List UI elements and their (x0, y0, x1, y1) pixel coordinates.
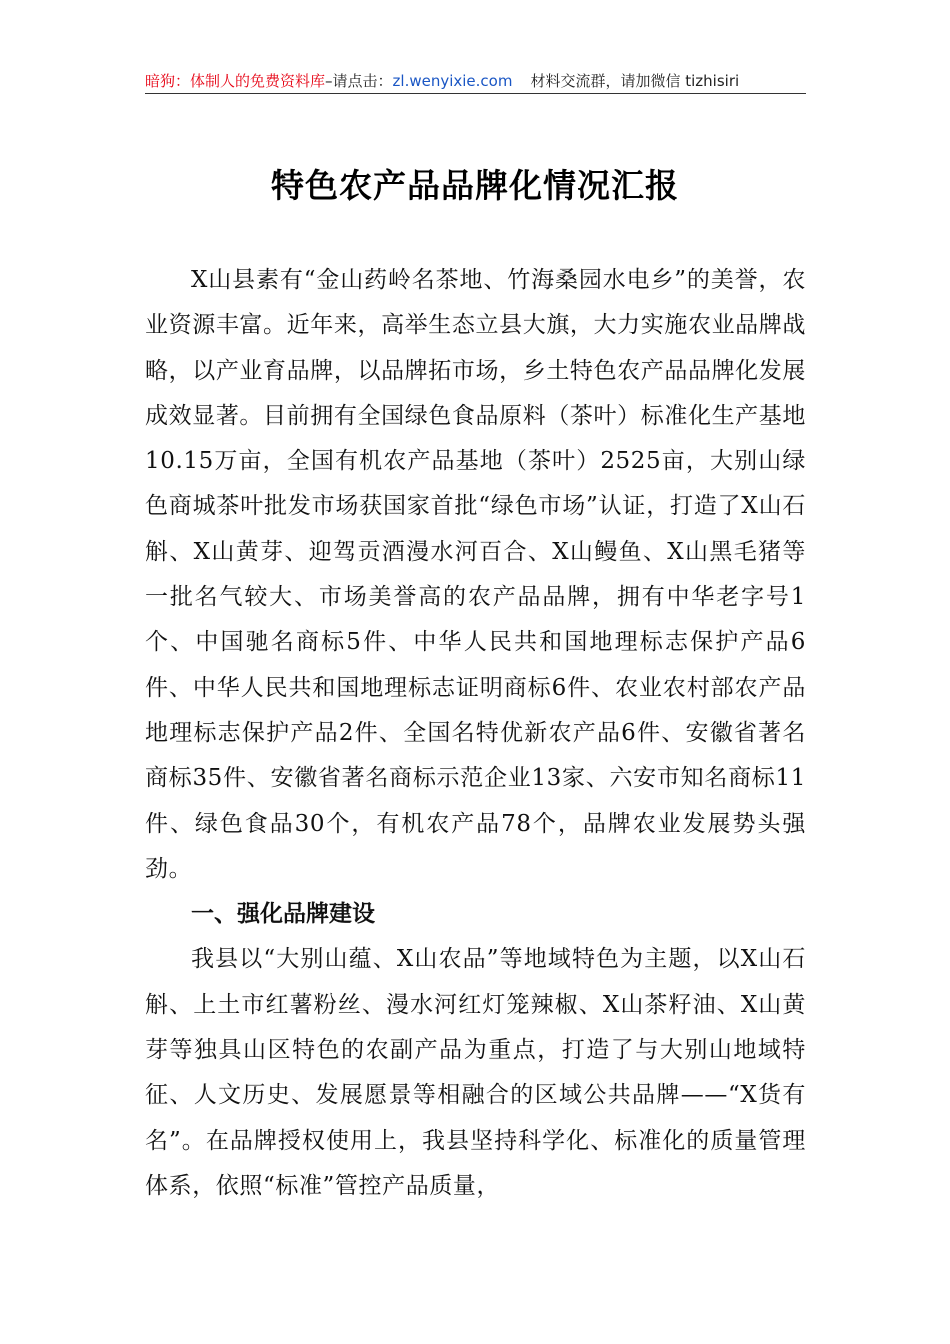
header-url-link[interactable]: zl.wenyixie.com (392, 72, 513, 90)
section-heading: 一、强化品牌建设 (191, 901, 375, 928)
document-title: 特色农产品品牌化情况汇报 (271, 166, 679, 205)
header-brand: 暗狗：体制人的免费资料库 (145, 72, 326, 90)
intro-paragraph: X山县素有“金山药岭名茶地、竹海桑园水电乡”的美誉，农业资源丰富。近年来，高举生态立县大旗，大力实施农业品牌战略，以产业育品牌，以品牌拓市场，乡土特色农产品品牌化发展成效显著。目前拥有全国绿色食品原料（茶叶）标准化生产基地10.15万亩，全国有机农产品基地（茶叶）2525亩，大别山绿色商城茶叶批发市场获国家首批“绿色市场”认证，打造了X山石斛、X山黄芽、迎驾贡酒漫水河百合、X山鳗鱼、X山黑毛猪等一批名气较大、市场美誉高的农产品品牌，拥有中华老字号1个、中国驰名商标5件、中华人民共和国地理标志保护产品6件、中华人民共和国地理标志证明商标6件、农业农村部农产品地理标志保护产品2件、全国名特优新农产品6件、安徽省著名商标35件、安徽省著名商标示范企业13家、六安市知名商标11件、绿色食品30个，有机农产品78个，品牌农业发展势头强劲。 (145, 267, 806, 882)
section-paragraph: 我县以“大别山蕴、X山农品”等地域特色为主题，以X山石斛、上土市红薯粉丝、漫水河红灯笼辣椒、X山茶籽油、X山黄芽等独具山区特色的农副产品为重点，打造了与大别山地域特征、人文历史、发展愿景等相融合的区域公共品牌——“X货有名”。在品牌授权使用上，我县坚持科学化、标准化的质量管理体系，依照“标准”管控产品质量， (145, 946, 806, 1199)
document-body (145, 258, 806, 1209)
header-contact: 材料交流群，请加微信 tizhisiri (530, 72, 740, 90)
header-prompt: –请点击： (325, 72, 393, 90)
header-divider (145, 93, 806, 94)
